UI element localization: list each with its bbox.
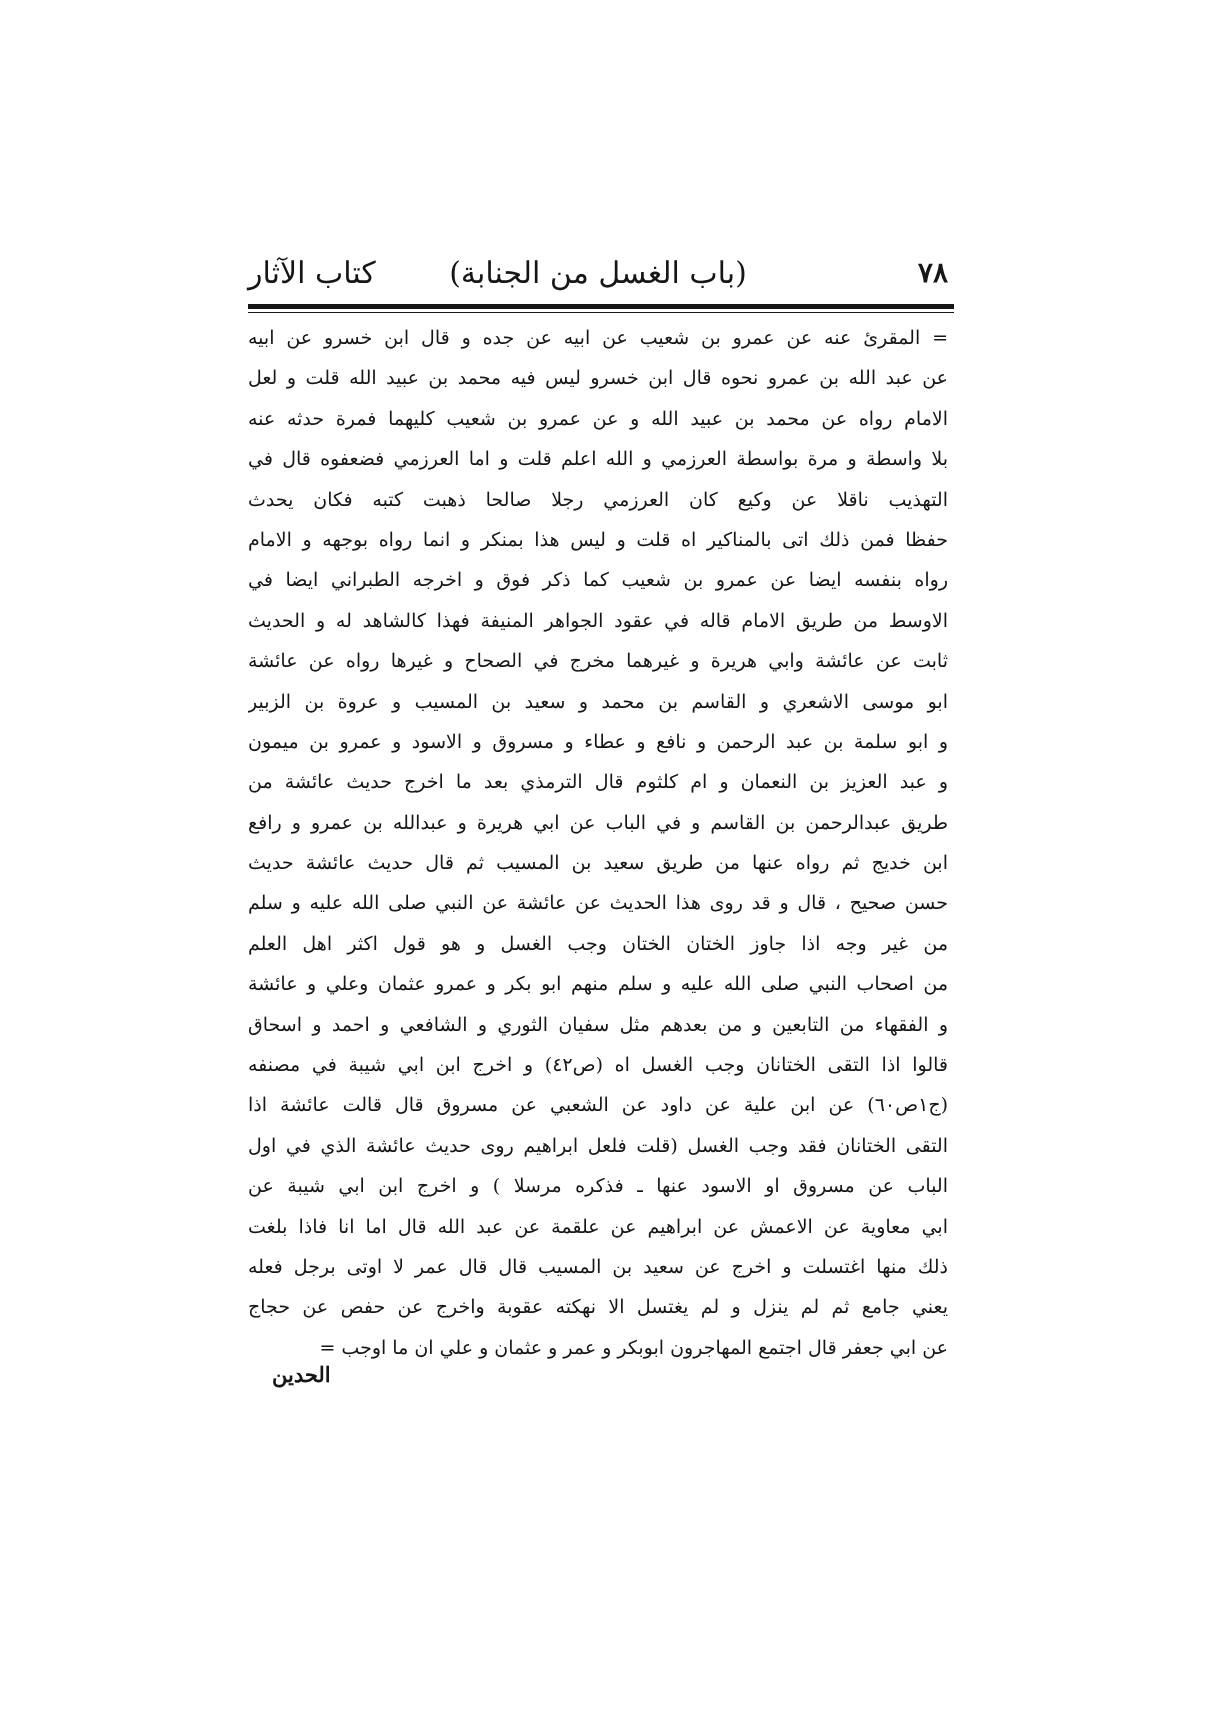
text-line: بلا واسطة و مرة بواسطة العرزمي و الله اعلم قلت و اما العرزمي فضعفوه قال في bbox=[248, 448, 948, 471]
text-line: عن ابي جعفر قال اجتمع المهاجرون ابوبكر و عمر و عثمان و علي ان ما اوجب = bbox=[319, 1336, 948, 1359]
page-header bbox=[248, 250, 948, 300]
text-line: ثابت عن عائشة وابي هريرة و غيرهما مخرج في الصحاح و غيرها رواه عن عائشة bbox=[248, 650, 948, 673]
text-line: عن عبد الله بن عمرو نحوه قال ابن خسرو ليس فيه محمد بن عبيد الله قلت و لعل bbox=[248, 367, 948, 390]
text-line: ابو موسى الاشعري و القاسم بن محمد و سعيد بن المسيب و عروة بن الزبير bbox=[248, 690, 948, 713]
text-line: التهذيب ناقلا عن وكيع كان العرزمي رجلا صالحا ذهبت كتبه فكان يحدث bbox=[248, 488, 948, 511]
text-line: ابي معاوية عن الاعمش عن ابراهيم عن علقمة عن عبد الله قال اما انا فاذا بلغت bbox=[248, 1215, 948, 1238]
text-line: التقى الختانان فقد وجب الغسل (قلت فلعل ابراهيم روى حديث عائشة الذي في اول bbox=[248, 1134, 948, 1157]
text-line: من غير وجه اذا جاوز الختان الختان وجب الغسل و هو قول اكثر اهل العلم bbox=[248, 932, 948, 955]
text-line: الباب عن مسروق او الاسود عنها ـ فذكره مرسلا ) و اخرج ابن ابي شيبة عن bbox=[248, 1175, 948, 1198]
text-line: ذلك منها اغتسلت و اخرج عن سعيد بن المسيب قال قال عمر لا اوتى برجل فعله bbox=[248, 1255, 948, 1278]
text-line: قالوا اذا التقى الختانان وجب الغسل اه (ص٤٢) و اخرج ابن ابي شيبة في مصنفه bbox=[248, 1054, 948, 1077]
text-line: الاوسط من طريق الامام قاله في عقود الجواهر المنيفة فهذا كالشاهد له و الحديث bbox=[248, 609, 948, 632]
chapter-title: (باب الغسل من الجنابة) bbox=[449, 256, 747, 291]
text-line: ابن خديج ثم رواه عنها من طريق سعيد بن المسيب ثم قال حديث عائشة حديث bbox=[248, 852, 948, 875]
text-line: طريق عبدالرحمن بن القاسم و في الباب عن ابي هريرة و عبدالله بن عمرو و رافع bbox=[248, 811, 948, 834]
catchword: الحدين bbox=[272, 1362, 331, 1387]
text-line: و عبد العزيز بن النعمان و ام كلثوم قال الترمذي بعد ما اخرج حديث عائشة من bbox=[248, 771, 948, 794]
text-line: يعني جامع ثم لم ينزل و لم يغتسل الا نهكته عقوبة واخرج عن حفص عن حجاج bbox=[248, 1296, 948, 1319]
text-line: حسن صحيح ، قال و قد روى هذا الحديث عن عائشة عن النبي صلى الله عليه و سلم bbox=[248, 892, 948, 915]
text-line: و الفقهاء من التابعين و من بعدهم مثل سفيان الثوري و الشافعي و احمد و اسحاق bbox=[248, 1013, 948, 1036]
text-line: = المقرئ عنه عن عمرو بن شعيب عن ابيه عن جده و قال ابن خسرو عن ابيه bbox=[248, 327, 948, 349]
text-line: من اصحاب النبي صلى الله عليه و سلم منهم ابو بكر و عمرو عثمان وعلي و عائشة bbox=[248, 973, 948, 996]
text-line: حفظا فمن ذلك اتى بالمناكير اه قلت و ليس هذا بمنكر و انما رواه بوجهه و الامام bbox=[248, 528, 948, 551]
page-number: ٧٨ bbox=[917, 256, 948, 289]
book-title: كتاب الآثار bbox=[248, 256, 376, 291]
text-line: رواه بنفسه ايضا عن عمرو بن شعيب كما ذكر فوق و اخرجه الطبراني ايضا في bbox=[248, 569, 948, 592]
header-rule-thick bbox=[248, 304, 954, 309]
header-rule-thin bbox=[248, 312, 954, 313]
body-text bbox=[248, 318, 948, 1368]
text-line: الامام رواه عن محمد بن عبيد الله و عن عمرو بن شعيب كليهما فمرة حدثه عنه bbox=[248, 407, 948, 430]
text-line: و ابو سلمة بن عبد الرحمن و نافع و عطاء و مسروق و الاسود و عمرو بن ميمون bbox=[248, 730, 948, 753]
text-line: (ج١ص٦٠) عن ابن علية عن داود عن الشعبي عن مسروق قال قالت عائشة اذا bbox=[248, 1094, 948, 1117]
